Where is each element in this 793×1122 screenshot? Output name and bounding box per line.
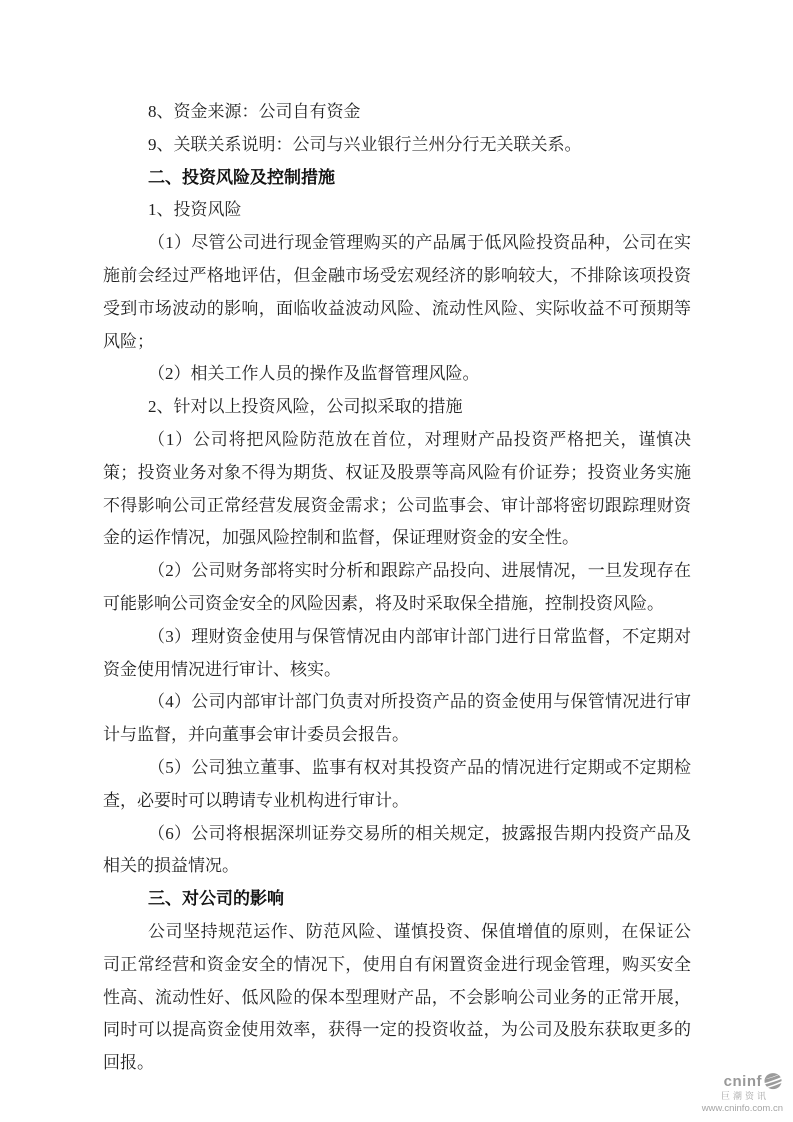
paragraph-funding-source: 8、资金来源：公司自有资金 bbox=[148, 102, 361, 121]
paragraph-measures-title: 2、针对以上投资风险，公司拟采取的措施 bbox=[148, 397, 463, 417]
paragraph-measure-5: （5）公司独立董事、监事有权对其投资产品的情况进行定期或不定期检查，必要时可以聘请专业机构进行审计。 bbox=[103, 757, 691, 810]
cninfo-logo-text: cninf bbox=[723, 1072, 762, 1090]
cninfo-swirl-icon bbox=[763, 1071, 783, 1091]
cninfo-watermark bbox=[702, 1071, 783, 1114]
paragraph-measure-2: （2）公司财务部将实时分析和跟踪产品投向、进展情况，一旦发现存在可能影响公司资金安全的风险因素，将及时采取保全措施，控制投资风险。 bbox=[103, 561, 691, 613]
paragraph-measure-3: （3）理财资金使用与保管情况由内部审计部门进行日常监督，不定期对资金使用情况进行审计、核实。 bbox=[103, 626, 691, 679]
cninfo-url: www.cninfo.com.cn bbox=[701, 1103, 783, 1114]
paragraph-measure-1: （1）公司将把风险防范放在首位，对理财产品投资严格把关，谨慎决策；投资业务对象不得为期货、权证及股票等高风险有价证券；投资业务实施不得影响公司正常经营发展资金需求；公司监事会、审计部将密切跟踪理财资金的运作情况，加强风险控制和监督，保证理财资金的安全性。 bbox=[103, 429, 691, 548]
paragraph-measure-6: （6）公司将根据深圳证券交易所的相关规定，披露报告期内投资产品及相关的损益情况。 bbox=[103, 823, 691, 876]
paragraph-related-party: 9、关联关系说明：公司与兴业银行兰州分行无关联关系。 bbox=[148, 134, 582, 154]
cninfo-caption: 巨潮资讯 bbox=[720, 1091, 769, 1101]
section-heading-risk-control: 二、投资风险及控制措施 bbox=[148, 167, 335, 187]
section-heading-company-impact: 三、对公司的影响 bbox=[148, 889, 284, 909]
paragraph-impact: 公司坚持规范运作、防范风险、谨慎投资、保值增值的原则，在保证公司正常经营和资金安全的情况下，使用自有闲置资金进行现金管理，购买安全性高、流动性好、低风险的保本型理财产品，不会影响公司业务的正常开展，同时可以提高资金使用效率，获得一定的投资收益，为公司及股东获取更多的回报。 bbox=[103, 921, 691, 1073]
paragraph-risk-2: （2）相关工作人员的操作及监督管理风险。 bbox=[148, 364, 480, 384]
paragraph-investment-risk-title: 1、投资风险 bbox=[148, 200, 242, 220]
cninfo-logo bbox=[702, 1071, 783, 1091]
document-content bbox=[103, 96, 691, 1080]
paragraph-risk-1: （1）尽管公司进行现金管理购买的产品属于低风险投资品种，公司在实施前会经过严格地评估，但金融市场受宏观经济的影响较大，不排除该项投资受到市场波动的影响，面临收益波动风险、流动性风险、实际收益不可预期等风险； bbox=[103, 233, 691, 351]
paragraph-measure-4: （4）公司内部审计部门负责对所投资产品的资金使用与保管情况进行审计与监督，并向董事会审计委员会报告。 bbox=[103, 692, 691, 745]
